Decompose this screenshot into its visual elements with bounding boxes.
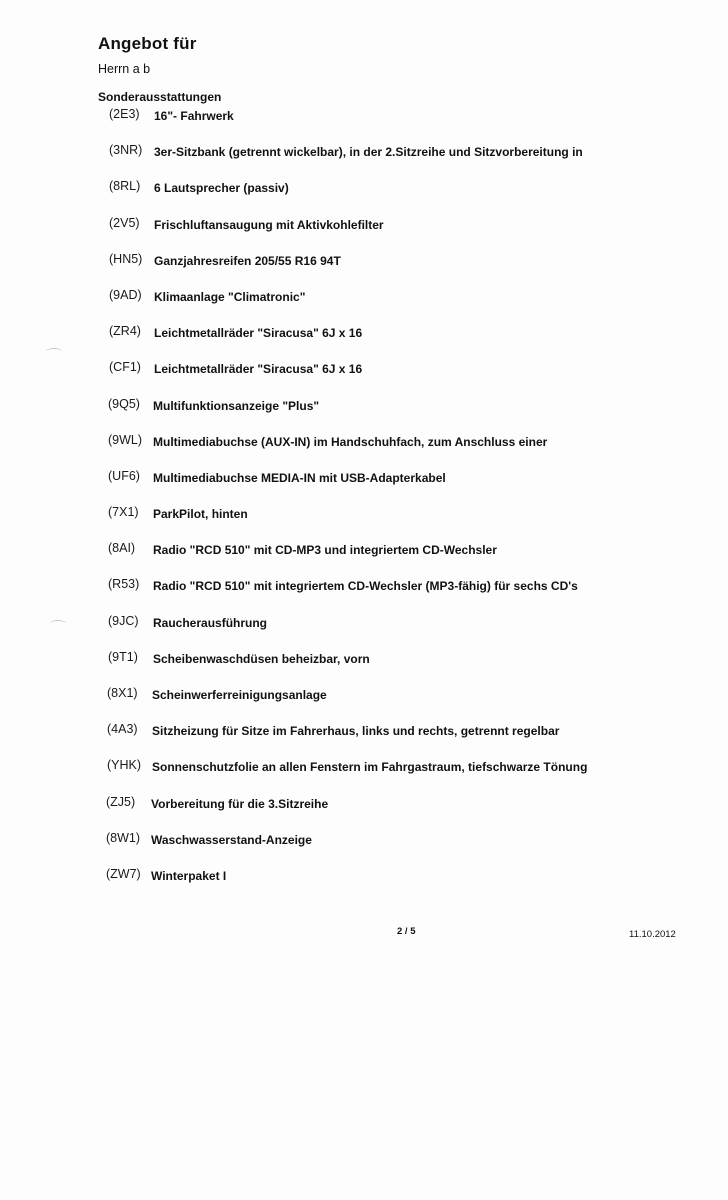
list-item	[100, 252, 700, 288]
scan-artifact	[50, 620, 66, 627]
option-code: (9T1)	[108, 649, 138, 664]
equipment-list	[100, 107, 700, 903]
page-number: 2 / 5	[397, 926, 416, 937]
option-description: Multimediabuchse MEDIA-IN mit USB-Adapterkabel	[153, 470, 446, 485]
recipient-line: Herrn a b	[98, 62, 151, 76]
option-code: (R53)	[108, 577, 140, 592]
option-description: 6 Lautsprecher (passiv)	[154, 181, 289, 196]
list-item	[100, 324, 700, 360]
list-item	[100, 505, 700, 541]
option-code: (8W1)	[106, 830, 141, 845]
list-item	[100, 288, 700, 324]
option-code: (4A3)	[107, 722, 138, 737]
option-code: (ZR4)	[109, 324, 141, 339]
document-date: 11.10.2012	[629, 929, 676, 940]
list-item	[100, 650, 700, 686]
option-description: Frischluftansaugung mit Aktivkohlefilter	[154, 217, 384, 232]
section-heading: Sonderausstattungen	[98, 90, 222, 104]
list-item	[100, 469, 700, 505]
list-item	[100, 216, 700, 252]
list-item	[100, 360, 700, 396]
option-code: (CF1)	[109, 360, 141, 375]
option-code: (YHK)	[107, 758, 142, 773]
list-item	[100, 433, 700, 469]
option-description: Raucherausführung	[153, 615, 268, 630]
option-code: (UF6)	[108, 468, 140, 483]
option-description: Winterpaket I	[151, 868, 227, 883]
document-title: Angebot für	[98, 34, 197, 53]
option-code: (9AD)	[109, 287, 142, 302]
option-description: Multimediabuchse (AUX-IN) im Handschuhfach, zum Anschluss einer	[153, 434, 548, 449]
option-code: (9WL)	[108, 432, 143, 447]
option-code: (9JC)	[108, 613, 139, 628]
option-code: (2E3)	[109, 107, 140, 121]
option-description: 16"- Fahrwerk	[154, 109, 234, 123]
list-item	[100, 614, 700, 650]
list-item	[100, 686, 700, 722]
list-item	[100, 179, 700, 215]
option-description: Multifunktionsanzeige "Plus"	[153, 398, 320, 413]
option-description: Sonnenschutzfolie an allen Fenstern im Fahrgastraum, tiefschwarze Tönung	[152, 760, 588, 775]
option-description: Scheibenwaschdüsen beheizbar, vorn	[153, 651, 370, 666]
option-description: Vorbereitung für die 3.Sitzreihe	[151, 796, 329, 811]
list-item	[100, 143, 700, 179]
option-code: (2V5)	[109, 215, 140, 230]
option-description: Leichtmetallräder "Siracusa" 6J x 16	[154, 362, 363, 377]
option-description: Scheinwerferreinigungsanlage	[152, 688, 327, 702]
option-description: Radio "RCD 510" mit CD-MP3 und integriertem CD-Wechsler	[153, 543, 497, 558]
option-description: Sitzheizung für Sitze im Fahrerhaus, links und rechts, getrennt regelbar	[152, 724, 560, 739]
option-description: Radio "RCD 510" mit integriertem CD-Wechsler (MP3-fähig) für sechs CD's	[153, 579, 578, 594]
option-code: (9Q5)	[108, 396, 140, 411]
list-item	[100, 107, 700, 143]
option-code: (8RL)	[109, 179, 141, 194]
option-code: (8AI)	[108, 541, 136, 556]
option-description: 3er-Sitzbank (getrennt wickelbar), in der 2.Sitzreihe und Sitzvorbereitung in	[154, 145, 583, 160]
option-description: Waschwasserstand-Anzeige	[151, 832, 312, 847]
list-item	[100, 758, 700, 794]
option-code: (8X1)	[107, 686, 138, 700]
list-item	[100, 795, 700, 831]
option-code: (HN5)	[109, 251, 143, 266]
option-code: (3NR)	[109, 143, 143, 158]
option-code: (ZJ5)	[106, 794, 136, 809]
option-description: Klimaanlage "Climatronic"	[154, 289, 306, 304]
list-item	[100, 722, 700, 758]
option-description: Leichtmetallräder "Siracusa" 6J x 16	[154, 326, 363, 341]
list-item	[100, 867, 700, 903]
option-code: (ZW7)	[106, 866, 141, 881]
option-code: (7X1)	[108, 505, 139, 520]
option-description: Ganzjahresreifen 205/55 R16 94T	[154, 253, 341, 268]
list-item	[100, 541, 700, 577]
scan-artifact	[46, 348, 62, 355]
list-item	[100, 397, 700, 433]
list-item	[100, 577, 700, 613]
list-item	[100, 831, 700, 867]
option-description: ParkPilot, hinten	[153, 507, 248, 522]
